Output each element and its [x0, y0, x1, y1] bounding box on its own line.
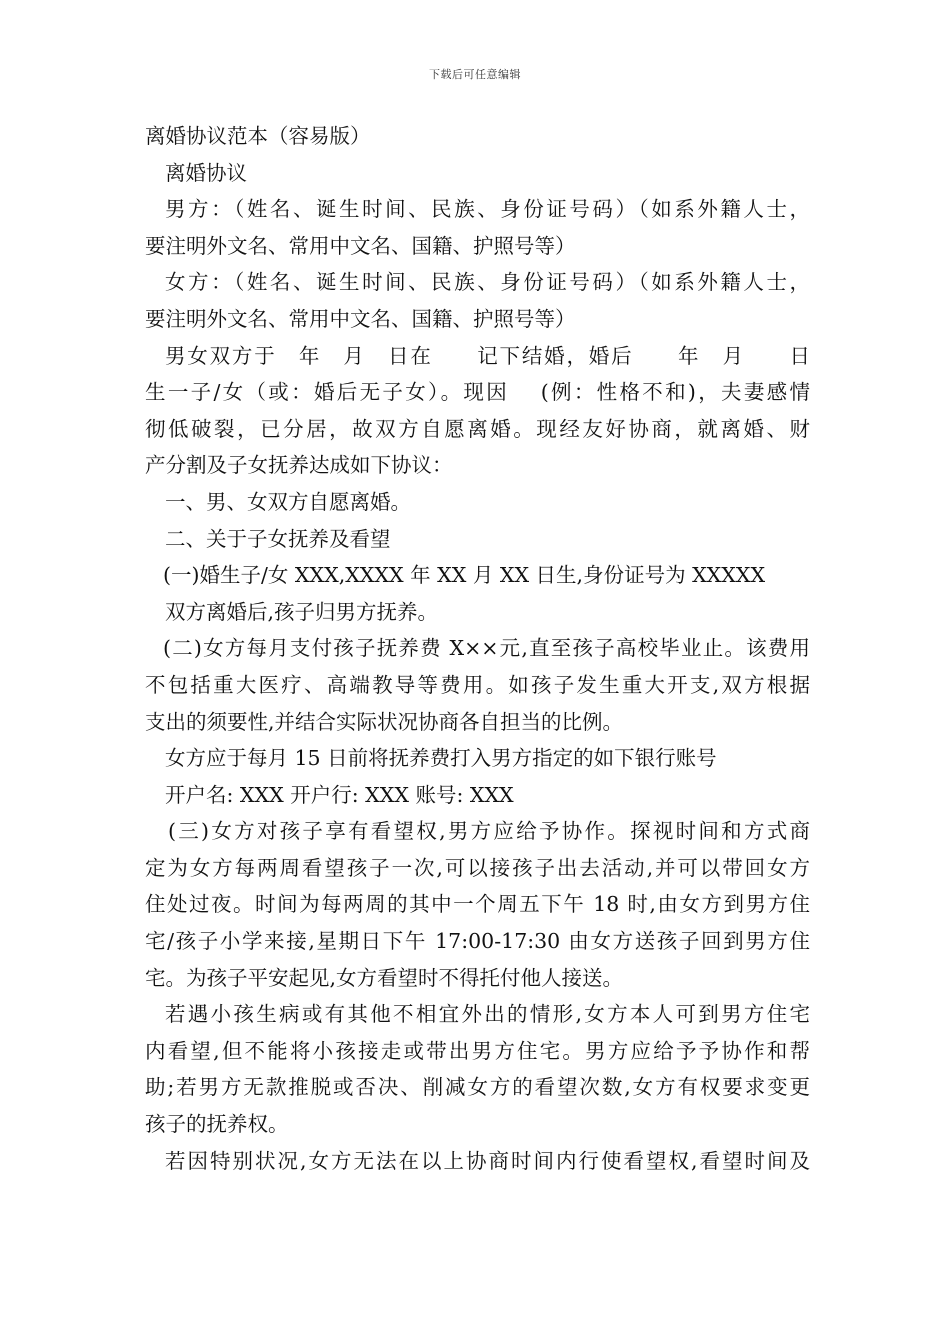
paragraph-line: 若遇小孩生病或有其他不相宜外出的情形,女方本人可到男方住宅 — [165, 1002, 810, 1027]
paragraph-line: 生一子/女（或：婚后无子女）。现因 (例：性格不和)，夫妻感情 — [145, 380, 810, 405]
paragraph-line: 不包括重大医疗、高端教导等费用。如孩子发生重大开支,双方根据 — [145, 672, 810, 697]
paragraph-line: 要注明外文名、常用中文名、国籍、护照号等） — [145, 306, 576, 331]
bank-account-line: 开户名: XXX 开户行: XXX 账号: XXX — [165, 782, 514, 807]
paragraph-line: 内看望,但不能将小孩接走或带出男方住宅。男方应给予予协作和帮 — [145, 1038, 810, 1063]
paragraph-line: 彻低破裂，已分居，故双方自愿离婚。现经友好协商，就离婚、财 — [145, 416, 810, 441]
paragraph-line: (二)女方每月支付孩子抚养费 X××元,直至孩子高校毕业止。该费用 — [163, 636, 810, 661]
paragraph-line: 女方：（姓名、诞生时间、民族、身份证号码）（如系外籍人士， — [165, 270, 810, 295]
paragraph-line: (一)婚生子/女 XXX,XXXX 年 XX 月 XX 日生,身份证号为 XXXXX — [163, 563, 766, 588]
page-header: 下载后可任意编辑 — [429, 68, 521, 81]
clause-heading: 一、男、女双方自愿离婚。 — [165, 489, 411, 514]
paragraph-line: 宅。为孩子平安起见,女方看望时不得托付他人接送。 — [145, 965, 624, 990]
paragraph-line: 助;若男方无款推脱或否决、削减女方的看望次数,女方有权要求变更 — [145, 1075, 810, 1100]
paragraph-line: 孩子的抚养权。 — [145, 1112, 289, 1137]
paragraph-line: 若因特别状况,女方无法在以上协商时间内行使看望权,看望时间及 — [165, 1148, 810, 1173]
paragraph-line: 女方应于每月 15 日前将抚养费打入男方指定的如下银行账号 — [165, 746, 717, 771]
paragraph-line: 双方离婚后,孩子归男方抚养。 — [165, 599, 439, 624]
paragraph-line: 定为女方每两周看望孩子一次,可以接孩子出去活动,并可以带回女方 — [145, 855, 810, 880]
agreement-heading: 离婚协议 — [165, 160, 247, 185]
document-body — [145, 118, 810, 1179]
paragraph-line: 要注明外文名、常用中文名、国籍、护照号等） — [145, 233, 576, 258]
paragraph-line: (三)女方对孩子享有看望权,男方应给予协作。探视时间和方式商 — [168, 819, 810, 844]
paragraph-line: 支出的须要性,并结合实际状况协商各自担当的比例。 — [145, 709, 624, 734]
paragraph-line: 住处过夜。时间为每两周的其中一个周五下午 18 时,由女方到男方住 — [145, 892, 810, 917]
clause-heading: 二、关于子女抚养及看望 — [165, 526, 391, 551]
paragraph-line: 男女双方于 年 月 日在 记下结婚，婚后 年 月 日 — [165, 343, 810, 368]
paragraph-line: 产分割及子女抚养达成如下协议： — [145, 453, 453, 478]
paragraph-line: 宅/孩子小学来接,星期日下午 17:00-17:30 由女方送孩子回到男方住 — [145, 929, 810, 954]
paragraph-line: 男方：（姓名、诞生时间、民族、身份证号码）（如系外籍人士， — [165, 197, 810, 222]
document-title: 离婚协议范本（容易版） — [145, 124, 371, 148]
